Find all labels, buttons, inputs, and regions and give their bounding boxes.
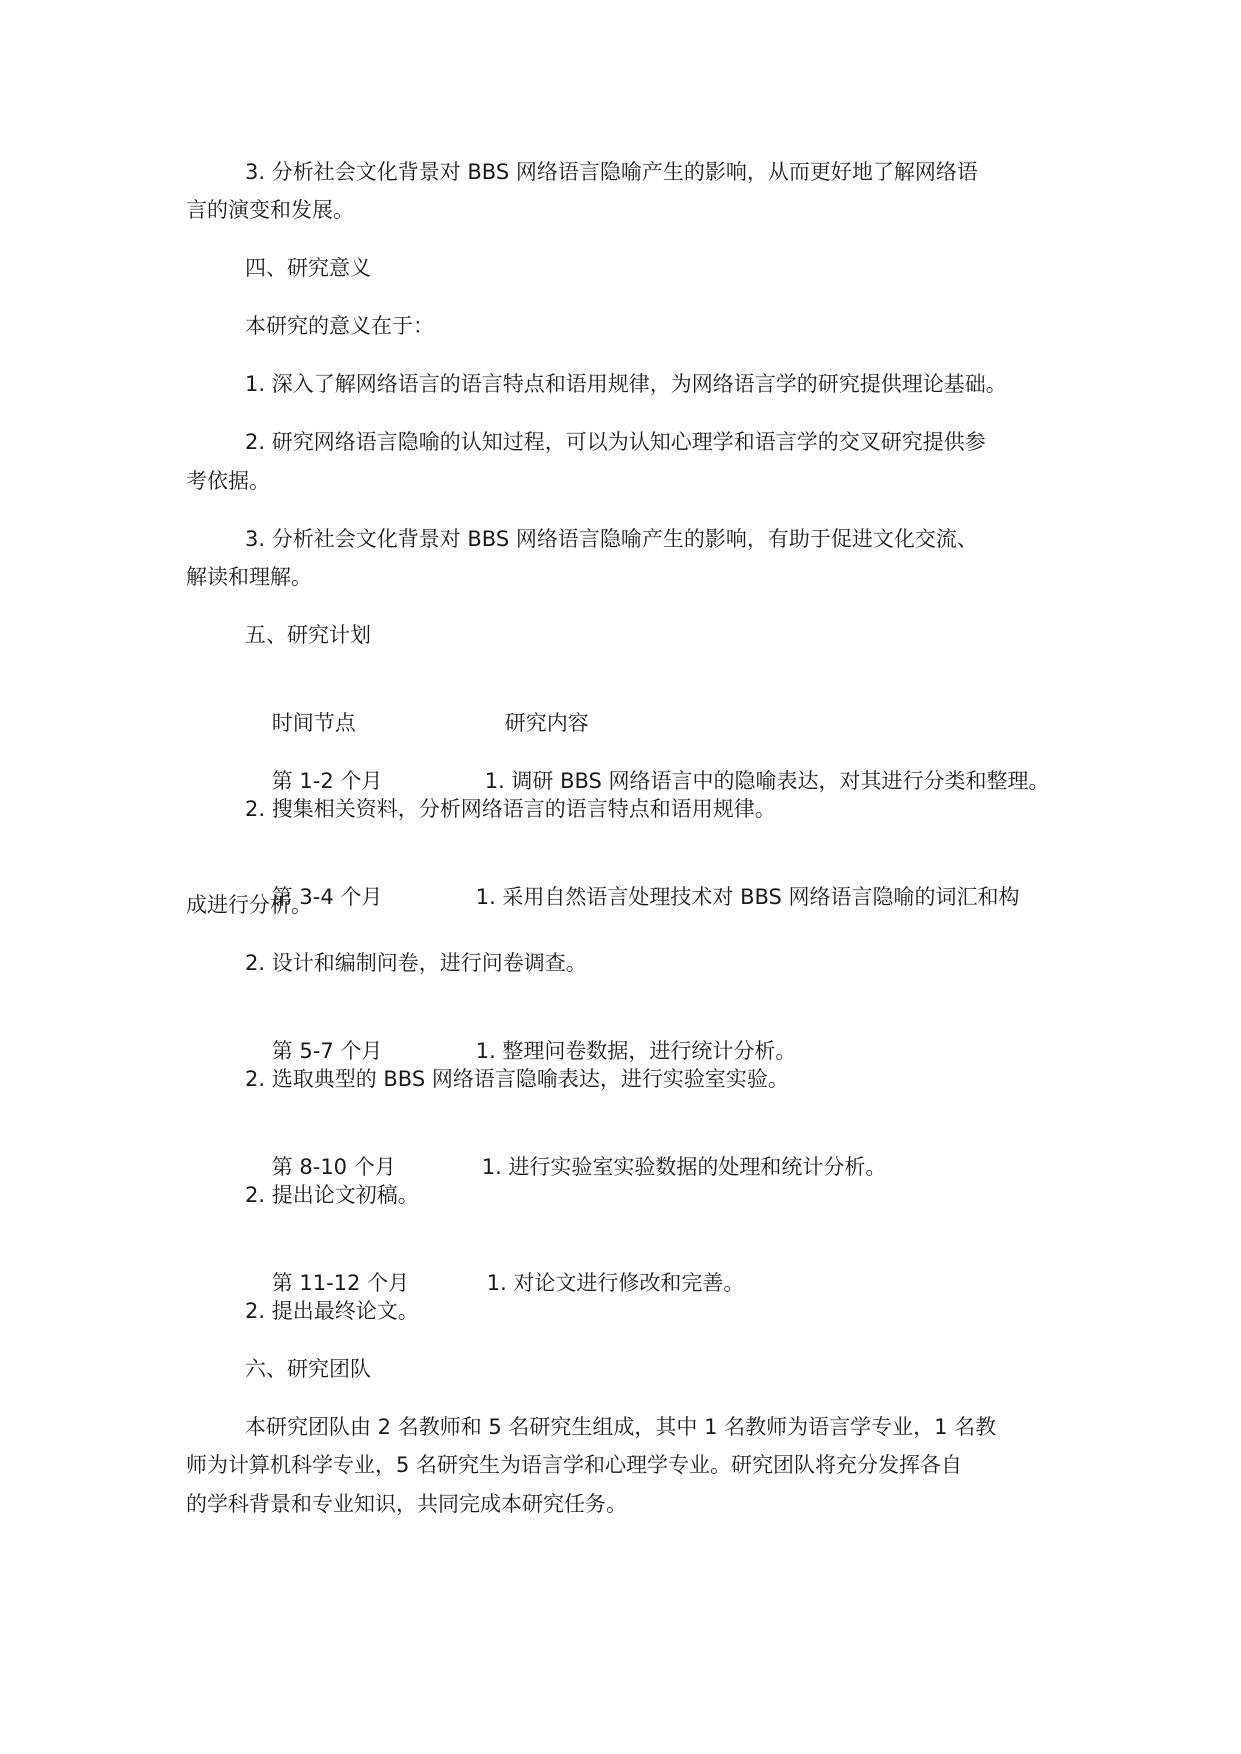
team-paragraph-line-1: 本研究团队由 2 名教师和 5 名研究生组成，其中 1 名教师为语言学专业，1 名教 [245,1415,997,1439]
plan-row-time: 第 5-7 个月 [271,1039,383,1063]
plan-row-item: 1. 整理问卷数据，进行统计分析。 [475,1039,797,1063]
section-heading-significance: 四、研究意义 [245,256,371,280]
plan-header-time: 时间节点 [271,711,356,735]
significance-item-2-line-2: 考依据。 [186,469,270,493]
plan-row-2-continuation: 成进行分析。 [186,893,312,917]
plan-row-1-item-2: 2. 搜集相关资料，分析网络语言的语言特点和语用规律。 [245,797,776,821]
team-paragraph-line-3: 的学科背景和专业知识，共同完成本研究任务。 [186,1492,627,1516]
significance-intro: 本研究的意义在于： [245,314,434,338]
plan-row-time: 第 1-2 个月 [271,769,383,793]
plan-row-2 [245,852,1020,942]
plan-row-time: 第 11-12 个月 [271,1271,410,1295]
plan-row-time: 第 8-10 个月 [271,1155,396,1179]
plan-row-2-item-2: 2. 设计和编制问卷，进行问卷调查。 [245,951,587,975]
section-heading-plan: 五、研究计划 [245,623,371,647]
plan-header-content: 研究内容 [504,711,589,735]
plan-row-item: 1. 采用自然语言处理技术对 BBS 网络语言隐喻的词汇和构 [475,885,1020,909]
plan-row-3-item-2: 2. 选取典型的 BBS 网络语言隐喻表达，进行实验室实验。 [245,1067,789,1091]
plan-row-item: 1. 对论文进行修改和完善。 [486,1271,745,1295]
significance-item-1: 1. 深入了解网络语言的语言特点和语用规律，为网络语言学的研究提供理论基础。 [245,372,1007,396]
significance-item-2-line-1: 2. 研究网络语言隐喻的认知过程，可以为认知心理学和语言学的交叉研究提供参 [245,430,986,454]
significance-item-3-line-2: 解读和理解。 [186,565,312,589]
plan-row-time: 第 3-4 个月 [271,885,383,909]
objective-3-line-2: 言的演变和发展。 [186,198,354,222]
team-paragraph-line-2: 师为计算机科学专业，5 名研究生为语言学和心理学专业。研究团队将充分发挥各自 [186,1453,963,1477]
section-heading-team: 六、研究团队 [245,1357,371,1381]
plan-row-5-item-2: 2. 提出最终论文。 [245,1299,419,1323]
plan-row-item: 1. 进行实验室实验数据的处理和统计分析。 [481,1155,887,1179]
significance-item-3-line-1: 3. 分析社会文化背景对 BBS 网络语言隐喻产生的影响，有助于促进文化交流、 [245,527,978,551]
plan-row-4-item-2: 2. 提出论文初稿。 [245,1183,419,1207]
plan-row-item: 1. 调研 BBS 网络语言中的隐喻表达，对其进行分类和整理。 [484,769,1050,793]
objective-3-line-1: 3. 分析社会文化背景对 BBS 网络语言隐喻产生的影响，从而更好地了解网络语 [245,160,978,184]
